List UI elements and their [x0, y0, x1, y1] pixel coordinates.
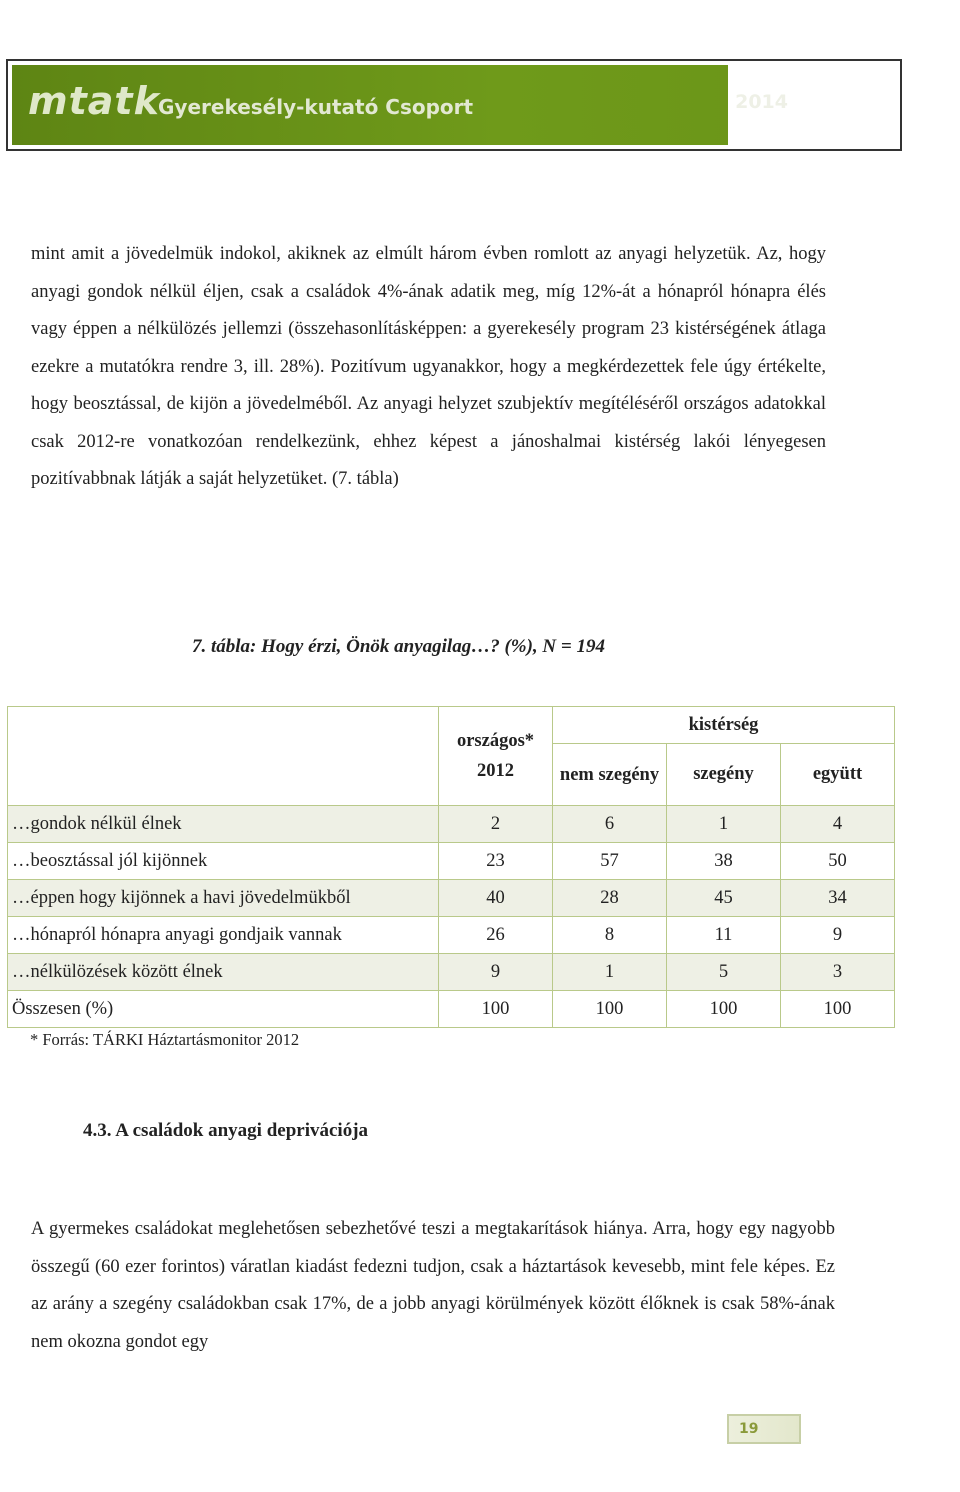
cell-szegeny: 100 — [667, 991, 781, 1028]
body-paragraph-2: A gyermekes családokat meglehetősen sebezhetővé teszi a megtakarítások hiánya. Arra, hogy egy nagyobb összegű (60 ezer forintos) váratlan kiadást fedezni tudjon, csak a háztartások kevesebb, mint fele képes. Ez az arány a szegény családokban csak 17%, de a jobb anyagi körülmények között élőknek is csak 58%-ának nem okozna gondot egy — [31, 1219, 835, 1352]
row-label: …gondok nélkül élnek — [8, 806, 439, 843]
cell-egyutt: 9 — [781, 917, 895, 954]
header-orszagos-label: országos* — [456, 731, 535, 751]
row-label: …hónapról hónapra anyagi gondjaik vannak — [8, 917, 439, 954]
page-number: 19 — [727, 1414, 801, 1444]
cell-szegeny: 1 — [667, 806, 781, 843]
table-row — [8, 954, 895, 991]
table-row-total — [8, 991, 895, 1028]
cell-egyutt: 100 — [781, 991, 895, 1028]
cell-orszagos: 23 — [439, 843, 553, 880]
table-footnote: * Forrás: TÁRKI Háztartásmonitor 2012 — [30, 1030, 300, 1049]
cell-nem-szegeny: 100 — [553, 991, 667, 1028]
table-row — [8, 843, 895, 880]
header-orszagos — [439, 707, 553, 806]
mtatk-logo: mtatk — [28, 79, 160, 123]
table-row — [8, 806, 895, 843]
cell-egyutt: 4 — [781, 806, 895, 843]
cell-egyutt: 3 — [781, 954, 895, 991]
cell-nem-szegeny: 1 — [553, 954, 667, 991]
header-year: 2014 — [735, 91, 788, 113]
cell-orszagos: 26 — [439, 917, 553, 954]
header-nem-szegeny: nem szegény — [553, 744, 667, 806]
table-row — [8, 880, 895, 917]
row-label: …beosztással jól kijönnek — [8, 843, 439, 880]
header-szegeny: szegény — [667, 744, 781, 806]
header-kisterseg: kistérség — [553, 707, 895, 744]
table-caption: 7. tábla: Hogy érzi, Önök anyagilag…? (%), N = 194 — [192, 636, 605, 657]
cell-szegeny: 5 — [667, 954, 781, 991]
cell-nem-szegeny: 8 — [553, 917, 667, 954]
data-table — [7, 706, 895, 1028]
header-banner — [12, 65, 896, 145]
header-orszagos-year: 2012 — [477, 761, 514, 781]
table-corner-cell — [8, 707, 439, 806]
cell-nem-szegeny: 6 — [553, 806, 667, 843]
cell-szegeny: 45 — [667, 880, 781, 917]
cell-nem-szegeny: 57 — [553, 843, 667, 880]
body-paragraph-1: mint amit a jövedelmük indokol, akiknek az elmúlt három évben romlott az anyagi helyzetük. Az, hogy anyagi gondok nélkül éljen, csak a családok 4%-ának adatik meg, míg 12%-át a hónapról hónapra élés vagy éppen a nélkülözés jellemzi (összehasonlításképpen: a gyerekesély program 23 kistérségének átlaga ezekre a mutatókra rendre 3, ill. 28%). Pozitívum ugyanakkor, hogy a megkérdezettek fele úgy értékelte, hogy beosztással, de kijön a jövedelméből. Az anyagi helyzet szubjektív megítéléséről országos adatokkal csak 2012-re vonatkozóan rendelkezünk, ehhez képest a jánoshalmai kistérség lakói lényegesen pozitívabbnak látják a saját helyzetüket. (7. tábla) — [31, 244, 826, 489]
cell-szegeny: 11 — [667, 917, 781, 954]
research-group-name: Gyerekesély-kutató Csoport — [158, 95, 474, 119]
cell-egyutt: 50 — [781, 843, 895, 880]
header-banner-frame — [6, 59, 902, 151]
cell-szegeny: 38 — [667, 843, 781, 880]
cell-orszagos: 9 — [439, 954, 553, 991]
row-label: Összesen (%) — [8, 991, 439, 1028]
section-heading: 4.3. A családok anyagi deprivációja — [83, 1120, 369, 1141]
header-egyutt: együtt — [781, 744, 895, 806]
cell-orszagos: 100 — [439, 991, 553, 1028]
cell-nem-szegeny: 28 — [553, 880, 667, 917]
row-label: …nélkülözések között élnek — [8, 954, 439, 991]
cell-orszagos: 40 — [439, 880, 553, 917]
table-row — [8, 917, 895, 954]
cell-egyutt: 34 — [781, 880, 895, 917]
cell-orszagos: 2 — [439, 806, 553, 843]
row-label: …éppen hogy kijönnek a havi jövedelmükből — [8, 880, 439, 917]
